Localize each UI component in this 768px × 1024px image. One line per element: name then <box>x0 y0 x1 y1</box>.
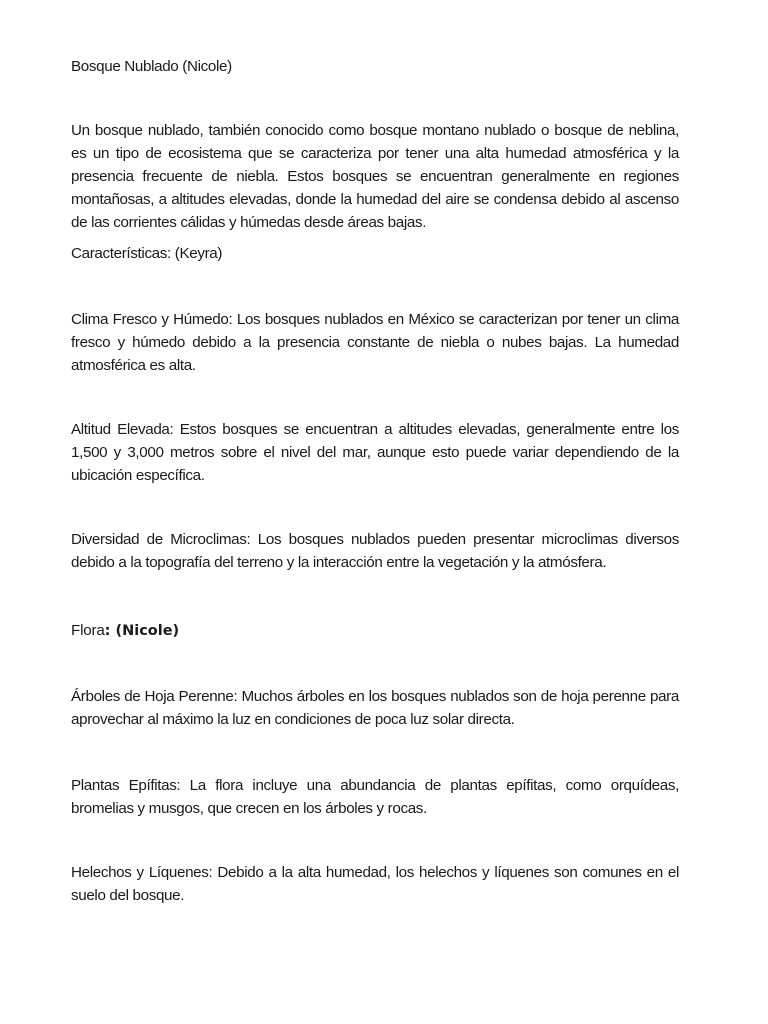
characteristics-heading: Características: (Keyra) <box>71 245 223 262</box>
flora-epiphytes: Plantas Epífitas: La flora incluye una abundancia de plantas epífitas, como orquídeas, bromelias y musgos, que crecen en los árboles y rocas. <box>71 777 679 817</box>
flora-heading-tag: : (Nicole) <box>104 623 180 639</box>
intro-paragraph: Un bosque nublado, también conocido como bosque montano nublado o bosque de neblina, es un tipo de ecosistema que se caracteriza por tener una alta humedad atmosférica y la presencia frecuente de niebla. Estos bosques se encuentran generalmente en regiones montañosas, a altitudes elevadas, donde la humedad del aire se condensa debido al ascenso de las corrientes cálidas y húmedas desde áreas bajas. <box>71 122 679 231</box>
flora-ferns-lichens: Helechos y Líquenes: Debido a la alta humedad, los helechos y líquenes son comunes en el suelo del bosque. <box>71 864 679 904</box>
characteristic-altitude: Altitud Elevada: Estos bosques se encuentran a altitudes elevadas, generalmente entre los 1,500 y 3,000 metros sobre el nivel del mar, aunque esto puede variar dependiendo de la ubicación específica. <box>71 421 679 484</box>
flora-heading <box>71 619 679 643</box>
flora-evergreen-trees: Árboles de Hoja Perenne: Muchos árboles en los bosques nublados son de hoja perenne para aprovechar al máximo la luz en condiciones de poca luz solar directa. <box>71 688 679 728</box>
characteristic-climate: Clima Fresco y Húmedo: Los bosques nublados en México se caracterizan por tener un clima fresco y húmedo debido a la presencia constante de niebla o nubes bajas. La humedad atmosférica es alta. <box>71 311 679 374</box>
document-title: Bosque Nublado (Nicole) <box>71 58 232 75</box>
flora-heading-label: Flora <box>71 622 105 639</box>
characteristic-microclimates: Diversidad de Microclimas: Los bosques nublados pueden presentar microclimas diversos debido a la topografía del terreno y la interacción entre la vegetación y la atmósfera. <box>71 531 679 571</box>
